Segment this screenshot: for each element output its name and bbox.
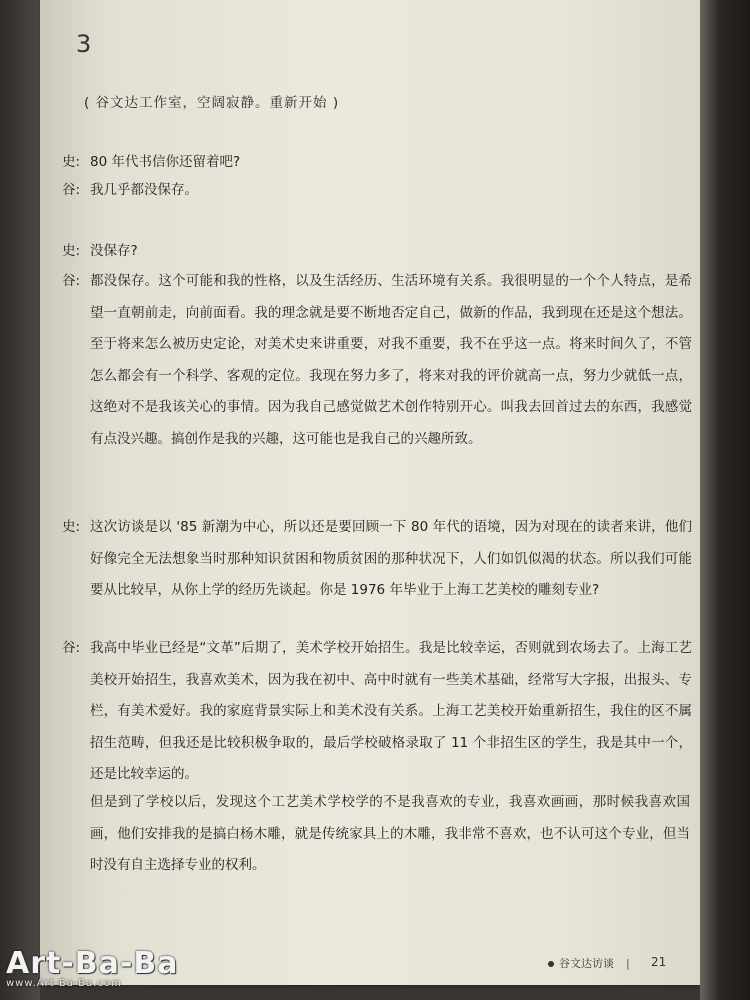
watermark	[6, 946, 178, 989]
watermark-logo: Art-Ba-Ba	[6, 946, 179, 981]
speaker-label: 谷:	[62, 182, 81, 198]
dialogue-text: 80 年代书信你还留着吧?	[90, 154, 241, 170]
continuation-paragraph: 但是到了学校以后，发现这个工艺美术学校学的不是我喜欢的专业，我喜欢画画，那时候我喜欢国画，他们安排我的是搞白杨木雕，就是传统家具上的木雕，我非常不喜欢，也不认可这个专业，但当时没有自主选择专业的权利。	[90, 794, 690, 873]
page-number: 21	[651, 955, 667, 969]
dialogue-text: 都没保存。这个可能和我的性格，以及生活经历、生活环境有关系。我很明显的一个个人特点，是希望一直朝前走，向前面看。我的理念就是要不断地否定自己，做新的作品，我到现在还是这个想法。至于将来怎么被历史定论，对美术史来讲重要，对我不重要，我不在乎这一点。将来时间久了，不管怎么都会有一个科学、客观的定位。我现在努力多了，将来对我的评价就高一点，努力少就低一点，这绝对不是我该关心的事情。因为我自己感觉做艺术创作特别开心。叫我去回首过去的东西，我感觉有点没兴趣。搞创作是我的兴趣，这可能也是我自己的兴趣所致。	[90, 273, 692, 447]
dialogue-line	[62, 147, 692, 179]
speaker-label: 史:	[62, 154, 81, 170]
dialogue-line	[62, 175, 692, 207]
dialogue-text: 没保存?	[90, 243, 138, 259]
dialogue-line	[62, 236, 692, 268]
speaker-label: 史:	[62, 519, 81, 535]
footer-book-title: 谷文达访谈	[559, 957, 614, 970]
watermark-url: www.Art-Ba-Ba.com	[6, 978, 122, 989]
dialogue-text: 我几乎都没保存。	[90, 182, 198, 198]
footer-separator: |	[626, 957, 630, 970]
page-footer	[548, 955, 642, 971]
dialogue-text: 这次访谈是以 '85 新潮为中心，所以还是要回顾一下 80 年代的语境，因为对现在的读者来讲，他们好像完全无法想象当时那种知识贫困和物质贫困的那种状况下，人们如饥似渴的状态。所以我们可能要从比较早，从你上学的经历先谈起。你是 1976 年毕业于上海工艺美校的雕刻专业?	[90, 519, 692, 598]
book-edge-right	[700, 0, 750, 1000]
bullet-icon	[548, 961, 554, 967]
dialogue-text: 我高中毕业已经是“文革”后期了，美术学校开始招生。我是比较幸运，否则就到农场去了。上海工艺美校开始招生，我喜欢美术，因为我在初中、高中时就有一些美术基础，经常写大字报，出报头、专栏，有美术爱好。我的家庭背景实际上和美术没有关系。上海工艺美校开始重新招生，我住的区不属招生范畴，但我还是比较积极争取的，最后学校破格录取了 11 个非招生区的学生，我是其中一个，还是比较幸运的。	[90, 640, 692, 782]
dialogue-line	[62, 266, 692, 455]
book-gutter-left	[0, 0, 40, 1000]
stage-direction: ( 谷文达工作室，空阔寂静。重新开始 )	[84, 95, 340, 111]
speaker-label: 史:	[62, 243, 81, 259]
chapter-number: 3	[76, 30, 92, 58]
speaker-label: 谷:	[62, 640, 81, 656]
speaker-label: 谷:	[62, 273, 81, 289]
dialogue-line	[62, 512, 692, 607]
dialogue-line	[62, 633, 692, 791]
